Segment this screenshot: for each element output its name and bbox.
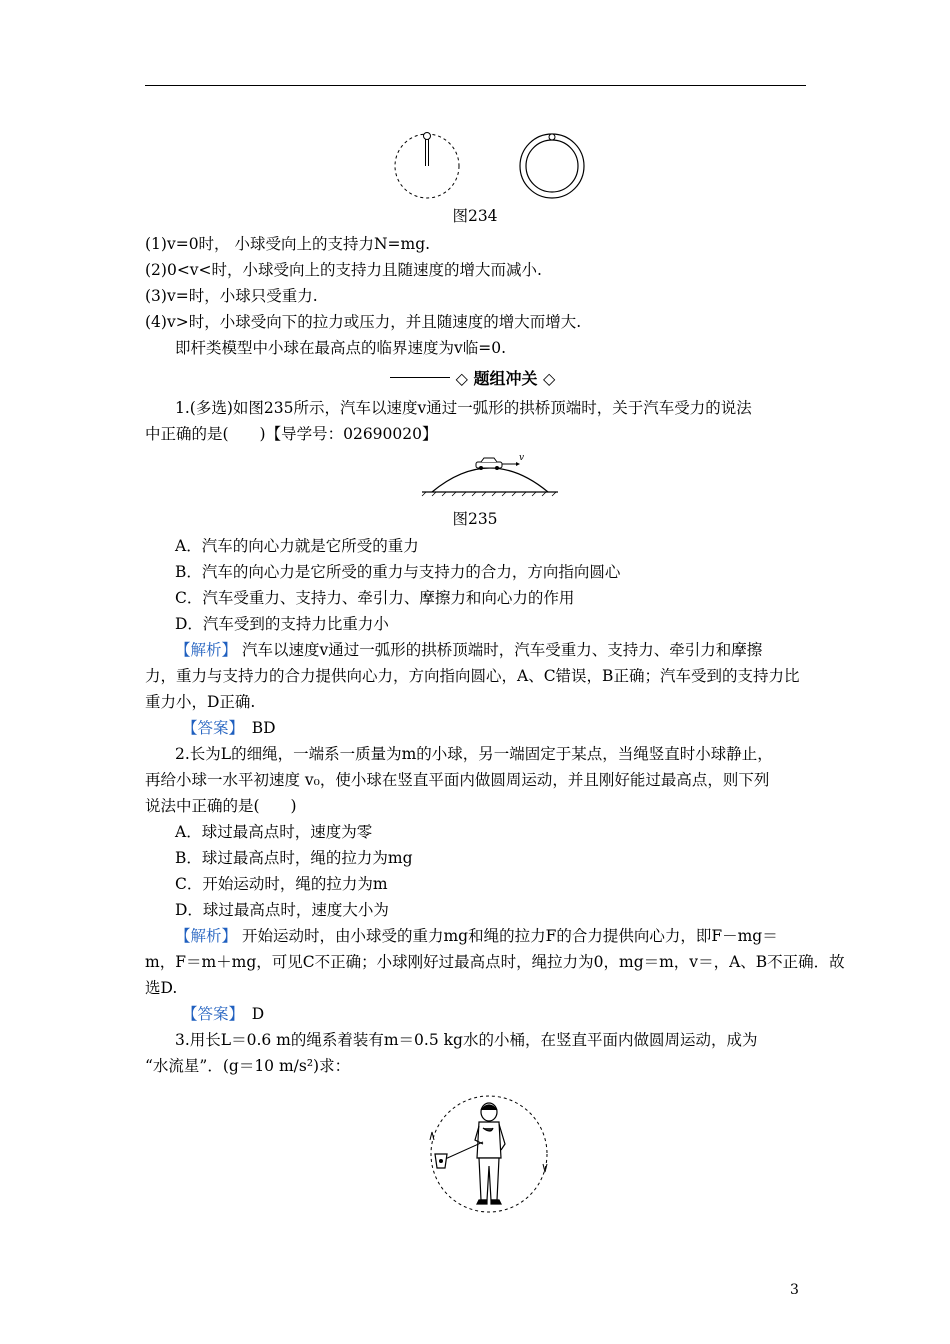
tube-ball xyxy=(549,134,555,140)
section-header xyxy=(145,366,806,388)
tube-inner xyxy=(526,140,578,192)
q1-analysis-line-2: 力，重力与支持力的合力提供向心力，方向指向圆心，A、C错误，B正确；汽车受到的支持力比 xyxy=(145,667,800,685)
q1-answer-tag: 【答案】 xyxy=(182,719,237,737)
q2-option-c: C．开始运动时，绳的拉力为m xyxy=(175,875,388,893)
q2-option-b: B．球过最高点时，绳的拉力为mg xyxy=(175,849,413,867)
q1-stem-line-1: 1.(多选)如图235所示，汽车以速度v通过一弧形的拱桥顶端时，关于汽车受力的说法 xyxy=(175,399,752,417)
fig234-caption: 图234 xyxy=(452,207,498,225)
car-icon xyxy=(476,458,502,470)
q1-analysis-line-1 xyxy=(175,640,806,660)
q1-analysis-tag: 【解析】 xyxy=(175,641,238,659)
ball xyxy=(424,133,431,140)
q2-analysis-line-3: 选D. xyxy=(145,979,178,997)
q1-option-a: A．汽车的向心力就是它所受的重力 xyxy=(175,537,419,555)
q1-answer-line xyxy=(182,718,843,738)
q2-analysis-tag: 【解析】 xyxy=(175,927,238,945)
q1-analysis-text: 汽车以速度v通过一弧形的拱桥顶端时，汽车受重力、支持力、牵引力和摩擦 xyxy=(241,641,763,659)
q2-stem-line-2: 再给小球一水平初速度 v₀，使小球在竖直平面内做圆周运动，并且刚好能过最高点，则下列 xyxy=(145,771,770,789)
intro-line-1: (1)v=0时， 小球受向上的支持力N=mg. xyxy=(145,235,431,253)
page-number: 3 xyxy=(790,1282,799,1298)
person-icon xyxy=(475,1103,505,1204)
q2-answer: D xyxy=(251,1005,265,1023)
intro-line-2: (2)0<v<时，小球受向上的支持力且随速度的增大而减小. xyxy=(145,261,542,279)
q2-stem-line-1: 2.长为L的细绳，一端系一质量为m的小球，另一端固定于某点，当绳竖直时小球静止， xyxy=(175,745,773,763)
q2-option-a: A．球过最高点时，速度为零 xyxy=(175,823,373,841)
intro-line-3: (3)v=时，小球只受重力. xyxy=(145,287,318,305)
intro-line-4: (4)v>时，小球受向下的拉力或压力，并且随速度的增大而增大. xyxy=(145,313,582,331)
q3-stem-line-1: 3.用长L＝0.6 m的绳系着装有m＝0.5 kg水的小桶，在竖直平面内做圆周运动，成为 xyxy=(175,1031,758,1049)
figure-235 xyxy=(420,448,560,498)
q2-answer-tag: 【答案】 xyxy=(182,1005,237,1023)
q2-option-d: D．球过最高点时，速度大小为 xyxy=(175,901,389,919)
fig235-caption: 图235 xyxy=(452,510,498,528)
arch-bridge xyxy=(432,468,548,492)
tube-outer xyxy=(520,134,584,198)
q1-analysis-line-3: 重力小，D正确. xyxy=(145,693,256,711)
header-rule xyxy=(145,85,806,86)
q1-answer: BD xyxy=(251,719,276,737)
section-header-text: ◇ 题组冲关 ◇ xyxy=(455,368,556,388)
q1-option-d: D．汽车受到的支持力比重力小 xyxy=(175,615,389,633)
q2-stem-line-3: 说法中正确的是( ) xyxy=(145,797,297,815)
q2-answer-line xyxy=(182,1004,843,1024)
q3-stem-line-2: “水流星”．(g＝10 m/s²)求： xyxy=(145,1057,351,1075)
figure-234 xyxy=(385,128,595,203)
velocity-label: v xyxy=(519,453,525,463)
q1-stem-line-2: 中正确的是( )【导学号：02690020】 xyxy=(145,425,438,443)
q2-analysis-text: 开始运动时，由小球受的重力mg和绳的拉力F的合力提供向心力，即F－mg＝ xyxy=(241,927,778,945)
q2-analysis-line-1 xyxy=(175,926,806,946)
intro-line-5: 即杆类模型中小球在最高点的临界速度为v临=0. xyxy=(175,339,507,357)
q1-option-c: C．汽车受重力、支持力、牵引力、摩擦力和向心力的作用 xyxy=(175,589,575,607)
q2-analysis-line-2: m，F＝m＋mg，可见C不正确；小球刚好过最高点时，绳拉力为0，mg＝m，v＝，A、B不正确．故 xyxy=(145,953,845,971)
water-meteor-figure xyxy=(425,1088,555,1218)
q1-option-b: B．汽车的向心力是它所受的重力与支持力的合力，方向指向圆心 xyxy=(175,563,621,581)
